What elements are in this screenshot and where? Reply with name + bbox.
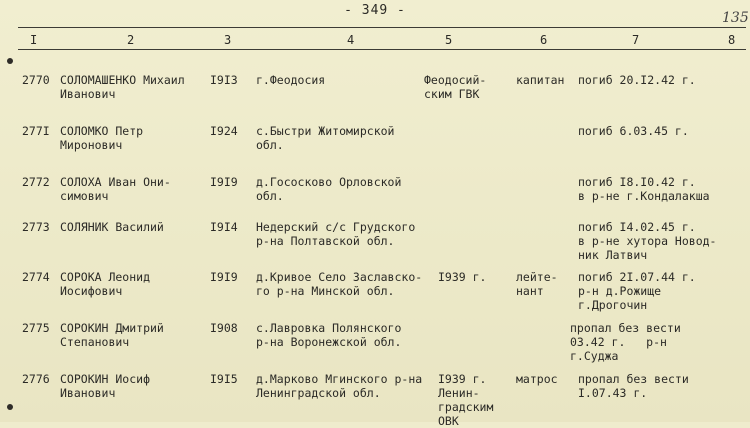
entry-birth-year: I9I4 xyxy=(210,220,238,234)
column-header-4: 4 xyxy=(347,33,355,47)
header-rule-top xyxy=(18,27,746,28)
page-number: - 349 - xyxy=(344,3,406,18)
entry-birthplace: д.Гососково Орловской обл. xyxy=(256,175,402,203)
column-header-7: 7 xyxy=(632,33,640,47)
entry-draft-info: I939 г. Ленин- градским ОВК xyxy=(438,372,494,428)
entry-fate: погиб 2I.07.44 г. р-н д.Рожище г.Дрогочин xyxy=(578,270,696,312)
entry-fate: погиб 20.I2.42 г. xyxy=(578,73,696,87)
punch-hole xyxy=(7,404,13,410)
entry-birth-year: I908 xyxy=(210,321,238,335)
entry-name: СОЛОМКО Петр Миронович xyxy=(60,124,144,152)
entry-birthplace: Недерский с/с Грудского р-на Полтавской обл. xyxy=(256,220,416,248)
entry-number: 2773 xyxy=(22,220,50,234)
entry-birthplace: с.Лавровка Полянского р-на Воронежской обл. xyxy=(256,321,402,349)
entry-birth-year: I9I5 xyxy=(210,372,238,386)
entry-number: 2776 xyxy=(22,372,50,386)
entry-rank: матрос xyxy=(516,372,558,386)
entry-name: СОЛОМАШЕНКО Михаил Иванович xyxy=(60,73,185,101)
entry-name: СОЛОХА Иван Они- симович xyxy=(60,175,171,203)
entry-number: 2775 xyxy=(22,321,50,335)
entry-fate: погиб 6.03.45 г. xyxy=(578,124,689,138)
entry-draft-info: I939 г. xyxy=(438,270,487,284)
entry-birthplace: д.Марково Мгинского р-на Ленинградской обл. xyxy=(256,372,423,400)
entry-number: 277I xyxy=(22,124,50,138)
entry-birth-year: I924 xyxy=(210,124,238,138)
entry-rank: лейте- нант xyxy=(516,270,558,298)
column-header-3: 3 xyxy=(224,33,232,47)
entry-fate: погиб I8.I0.42 г. в р-не г.Кондалакша xyxy=(578,175,710,203)
punch-hole xyxy=(7,58,13,64)
entry-birth-year: I9I9 xyxy=(210,270,238,284)
entry-name: СОРОКИН Дмитрий Степанович xyxy=(60,321,164,349)
entry-name: СОЛЯНИК Василий xyxy=(60,220,164,234)
entry-number: 2774 xyxy=(22,270,50,284)
column-header-8: 8 xyxy=(728,33,736,47)
entry-birthplace: д.Кривое Село Заславско- го р-на Минской обл. xyxy=(256,270,423,298)
column-header-5: 5 xyxy=(445,33,453,47)
entry-birthplace: с.Быстри Житомирской обл. xyxy=(256,124,395,152)
entry-birth-year: I9I3 xyxy=(210,73,238,87)
column-header-2: 2 xyxy=(127,33,135,47)
archive-handwritten-mark: 135 xyxy=(722,10,749,26)
entry-birthplace: г.Феодосия xyxy=(256,73,326,87)
column-header-6: 6 xyxy=(540,33,548,47)
entry-rank: капитан xyxy=(516,73,565,87)
entry-fate: погиб I4.02.45 г. в р-не хутора Новод- ник Латвич xyxy=(578,220,717,262)
header-rule-bottom xyxy=(18,49,746,50)
column-header-1: I xyxy=(30,33,38,47)
entry-fate: пропал без вести I.07.43 г. xyxy=(578,372,689,400)
entry-draft-info: Феодосий- ским ГВК xyxy=(424,73,487,101)
entry-number: 2772 xyxy=(22,175,50,189)
entry-name: СОРОКИН Иосиф Иванович xyxy=(60,372,151,400)
entry-name: СОРОКА Леонид Иосифович xyxy=(60,270,151,298)
entry-number: 2770 xyxy=(22,73,50,87)
entry-birth-year: I9I9 xyxy=(210,175,238,189)
entry-fate: пропал без вести 03.42 г. р-н г.Суджа xyxy=(570,321,681,363)
